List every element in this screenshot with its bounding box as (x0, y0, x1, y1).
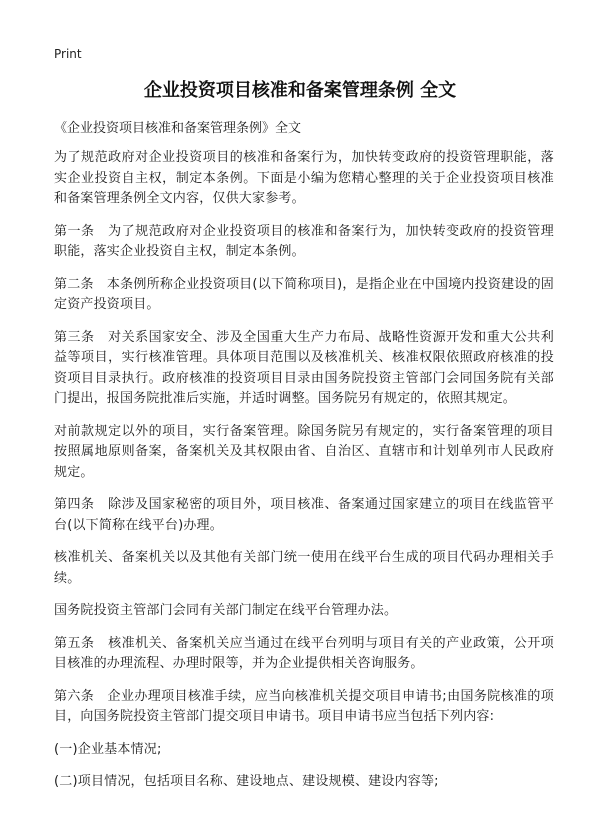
paragraph-article-6: 第六条 企业办理项目核准手续，应当向核准机关提交项目申请书;由国务院核准的项目，向国务院投资主管部门提交项目申请书。项目申请书应当包括下列内容: (54, 688, 554, 724)
paragraph-article-4-cont2: 国务院投资主管部门会同有关部门制定在线平台管理办法。 (54, 603, 398, 618)
page-title: 企业投资项目核准和备案管理条例 全文 (143, 80, 457, 101)
paragraph-article-2: 第二条 本条例所称企业投资项目(以下简称项目)，是指企业在中国境内投资建设的固定资产投资项目。 (54, 276, 554, 312)
paragraph-item-1: (一)企业基本情况; (54, 741, 162, 757)
article-body (54, 148, 554, 805)
paragraph-item-2: (二)项目情况，包括项目名称、建设地点、建设规模、建设内容等; (54, 774, 439, 789)
paragraph-intro: 为了规范政府对企业投资项目的核准和备案行为，加快转变政府的投资管理职能，落实企业投资自主权，制定本条例。下面是小编为您精心整理的关于企业投资项目核准和备案管理条例全文内容，仅供大家参考。 (54, 150, 554, 206)
document-subtitle: 《企业投资项目核准和备案管理条例》全文 (54, 121, 302, 136)
paragraph-article-4-cont: 核准机关、备案机关以及其他有关部门统一使用在线平台生成的项目代码办理相关手续。 (54, 550, 554, 586)
paragraph-article-4: 第四条 除涉及国家秘密的项目外，项目核准、备案通过国家建立的项目在线监管平台(以下简称在线平台)办理。 (54, 497, 554, 533)
paragraph-article-1: 第一条 为了规范政府对企业投资项目的核准和备案行为，加快转变政府的投资管理职能，落实企业投资自主权，制定本条例。 (54, 223, 554, 259)
print-link[interactable]: Print (54, 47, 82, 61)
paragraph-article-3: 第三条 对关系国家安全、涉及全国重大生产力布局、战略性资源开发和重大公共利益等项目，实行核准管理。具体项目范围以及核准机关、核准权限依照政府核准的投资项目目录执行。政府核准的投资项目目录由国务院投资主管部门会同国务院有关部门提出，报国务院批准后实施，并适时调整。国务院另有规定的，依照其规定。 (54, 329, 554, 406)
paragraph-article-5: 第五条 核准机关、备案机关应当通过在线平台列明与项目有关的产业政策，公开项目核准的办理流程、办理时限等，并为企业提供相关咨询服务。 (54, 635, 554, 671)
paragraph-article-3-cont: 对前款规定以外的项目，实行备案管理。除国务院另有规定的，实行备案管理的项目按照属地原则备案，备案机关及其权限由省、自治区、直辖市和计划单列市人民政府规定。 (54, 423, 554, 480)
